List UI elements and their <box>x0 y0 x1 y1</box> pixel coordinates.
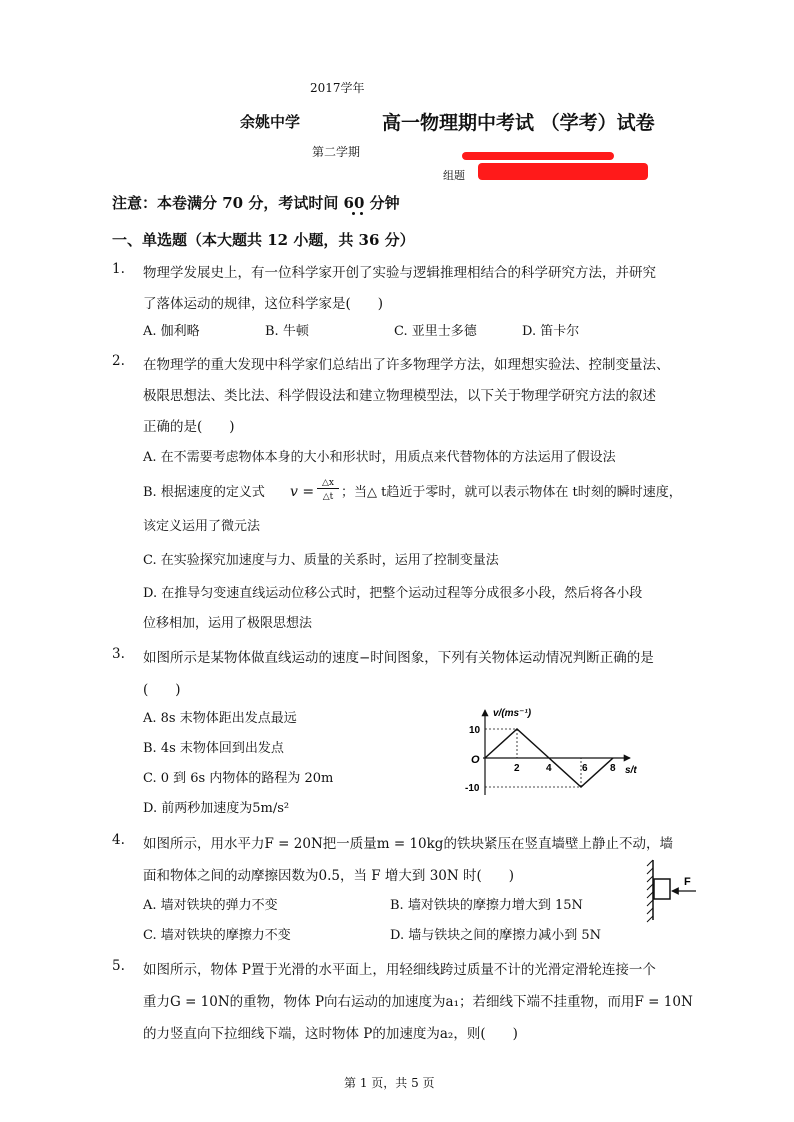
school-year: 2017学年 <box>310 81 365 95</box>
redaction-mark-2 <box>478 163 648 180</box>
question-text: 正确的是( ) <box>143 419 235 435</box>
school-name: 余姚中学 <box>240 113 301 131</box>
option: B. 根据速度的定义式 <box>143 485 265 500</box>
velocity-time-chart <box>455 700 655 800</box>
option-continuation: 位移相加，运用了极限思想法 <box>143 616 313 631</box>
exam-title: 高一物理期中考试 （学考）试卷 <box>382 112 655 134</box>
x-tick-label: 6 <box>582 763 588 774</box>
option: C. 墙对铁块的摩擦力不变 <box>143 928 291 943</box>
option: A. 伽利略 <box>143 324 200 339</box>
force-label: F <box>684 876 691 888</box>
semester: 第二学期 <box>312 145 361 159</box>
question-text: ( ) <box>143 682 181 698</box>
option: D. 前两秒加速度为5m/s² <box>143 801 290 816</box>
formula-denominator: △t <box>322 492 334 502</box>
formula-v: v = <box>290 484 315 500</box>
x-tick-label: 4 <box>546 763 552 774</box>
question-number: 2. <box>112 353 125 369</box>
option: C. 亚里士多德 <box>394 324 477 339</box>
option: C. 0 到 6s 内物体的路程为 20m <box>143 771 334 786</box>
option: B. 4s 末物体回到出发点 <box>143 741 284 756</box>
x-tick-label: 2 <box>514 763 520 774</box>
question-number: 5. <box>112 958 125 974</box>
question-text: 如图所示是某物体做直线运动的速度−时间图象，下列有关物体运动情况判断正确的是 <box>143 650 654 666</box>
question-text: 重力G = 10N的重物，物体 P向右运动的加速度为a₁；若细线下端不挂重物，而用F = 10N <box>143 994 693 1010</box>
option: B. 墙对铁块的摩擦力增大到 15N <box>390 898 583 913</box>
page-footer: 第 1 页，共 5 页 <box>344 1076 435 1090</box>
formula-numerator: △x <box>317 478 339 489</box>
option: B. 牛顿 <box>265 324 309 339</box>
y-axis-label: v/(ms⁻¹) <box>493 708 532 719</box>
option: A. 墙对铁块的弹力不变 <box>143 898 278 913</box>
question-number: 1. <box>112 261 125 277</box>
question-text: 如图所示，用水平力F = 20N把一质量m = 10kg的铁块紧压在竖直墙壁上静止不动，墙 <box>143 836 673 852</box>
exam-notice: 注意：本卷满分 70 分，考试时间 60 分钟 <box>112 194 400 212</box>
emphasis-dot <box>352 212 355 215</box>
wall-block-figure <box>640 855 700 925</box>
iron-block <box>654 879 670 899</box>
option: D. 墙与铁块之间的摩擦力减小到 5N <box>390 928 602 943</box>
group-label: 组题 <box>443 169 465 182</box>
y-tick-label: -10 <box>465 783 480 794</box>
option-continuation: 该定义运用了微元法 <box>143 519 261 534</box>
question-text: 面和物体之间的动摩擦因数为0.5，当 F 增大到 30N 时( ) <box>143 868 515 884</box>
option: C. 在实验探究加速度与力、质量的关系时，运用了控制变量法 <box>143 553 499 568</box>
question-number: 3. <box>112 646 125 662</box>
emphasis-dot <box>360 212 363 215</box>
question-text: 的力竖直向下拉细线下端，这时物体 P的加速度为a₂，则( ) <box>143 1026 518 1042</box>
question-text: 在物理学的重大发现中科学家们总结出了许多物理学方法，如理想实验法、控制变量法、 <box>143 357 670 373</box>
option: D. 在推导匀变速直线运动位移公式时，把整个运动过程等分成很多小段，然后将各小段 <box>143 586 643 601</box>
question-number: 4. <box>112 832 125 848</box>
option-continuation: ；当△ t趋近于零时，就可以表示物体在 t时刻的瞬时速度， <box>341 485 682 500</box>
redaction-mark <box>462 152 614 160</box>
section-heading: 一、单选题（本大题共 12 小题，共 36 分） <box>112 231 415 249</box>
option: D. 笛卡尔 <box>522 324 580 339</box>
question-text: 极限思想法、类比法、科学假设法和建立物理模型法，以下关于物理学研究方法的叙述 <box>143 388 656 404</box>
option: A. 8s 末物体距出发点最远 <box>143 711 297 726</box>
x-tick-label: 8 <box>610 763 616 774</box>
x-axis-label: s/t <box>625 765 637 776</box>
option: A. 在不需要考虑物体本身的大小和形状时，用质点来代替物体的方法运用了假设法 <box>143 450 616 465</box>
y-tick-label: 10 <box>469 725 481 736</box>
question-text: 物理学发展史上，有一位科学家开创了实验与逻辑推理相结合的科学研究方法，并研究 <box>143 265 656 281</box>
origin-label: O <box>471 754 480 766</box>
question-text: 如图所示，物体 P置于光滑的水平面上，用轻细线跨过质量不计的光滑定滑轮连接一个 <box>143 962 656 978</box>
question-text: 了落体运动的规律，这位科学家是( ) <box>143 296 384 312</box>
